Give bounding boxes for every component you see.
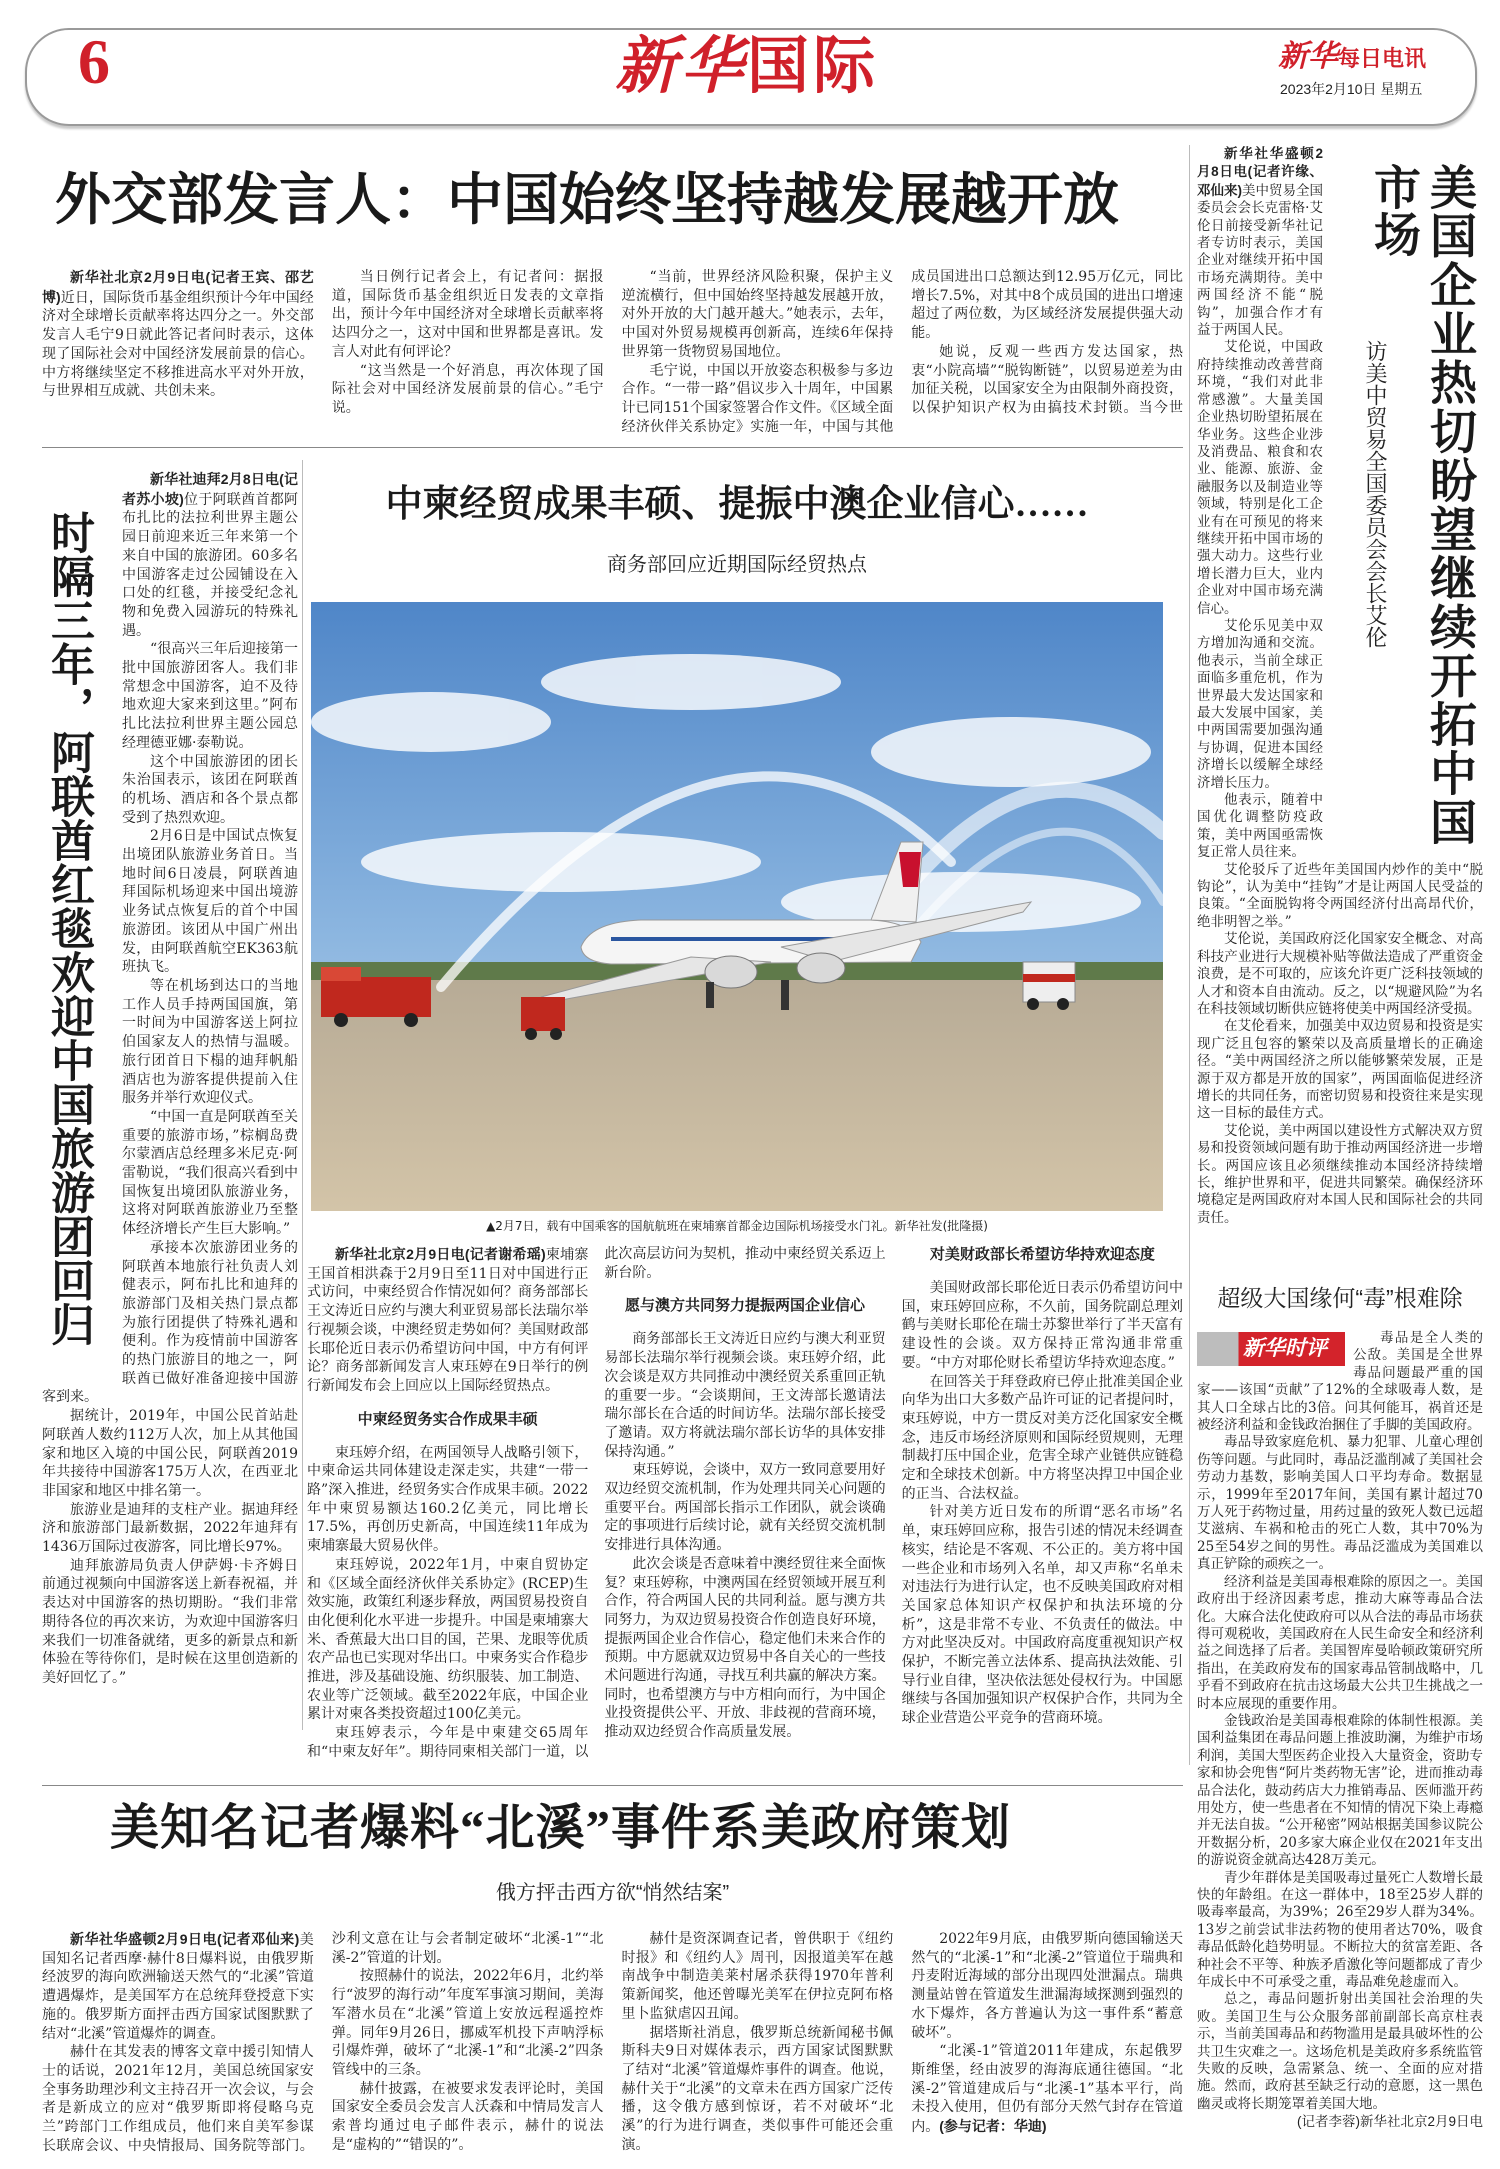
paragraph: [1197, 931, 1483, 1018]
article-headline: 时隔三年，阿联酋红毯欢迎中国旅游团回归: [44, 510, 93, 1346]
paragraph-text: 经济利益是美国毒根难除的原因之一。美国政府出于经济因素考虑，推动大麻等毒品合法化。大麻合法化使政府可以从合法的毒品市场获得可观税收，美国政府在人民生命安全和经济利益之间选择了后者。美国智库曼哈顿政策研究所指出，在美政府发布的国家毒品管制战略中，几乎看不到政府在抗击这场最大公共卫生挑战之一时本应展现的重要作用。: [1197, 1573, 1483, 1712]
paragraph: [42, 1557, 298, 1688]
paragraph-text: 按照赫什的说法，2022年6月，北约举行“波罗的海行动”年度军事演习期间，美海军潜水员在“北溪”管道上安放远程遥控炸弹。同年9月26日，挪威军机投下声呐浮标引爆炸弹，破坏了“北溪-1”和“北溪-2”四条管线中的三条。: [331, 1968, 604, 2078]
article-subheadline: 俄方抨击西方欲“悄然结案”: [495, 1882, 730, 1904]
paragraph-text: 美国知名记者西摩·赫什8日爆料说，由俄罗斯经波罗的海向欧洲输送天然气的“北溪”管道遭遇爆炸，是美国军方在总统拜登授意下实施的。俄罗斯方面抨击西方国家试图默默了结对“北溪”管道爆炸的调查。: [42, 1932, 314, 2042]
article-body: [307, 1245, 1183, 1765]
paragraph-text: “北溪-1”管道2011年建成，东起俄罗斯维堡，经由波罗的海海底通往德国。“北溪-2”管道建成后与“北溪-1”基本平行，尚未投入使用，但仍有部分天然气封存在管道内。: [911, 2043, 1183, 2136]
paragraph: [604, 1461, 885, 1555]
paragraph: [622, 268, 894, 362]
paragraph-text: (记者李蓉)新华社北京2月9日电: [1296, 2114, 1483, 2130]
paragraph: [1197, 1434, 1483, 1573]
paragraph-text: 束珏婷表示，今年是中柬建交65周年和“中柬友好年”。期待同柬相关部门一道，以此次高层访问为契机，推动中柬经贸关系迈上新台阶。: [307, 1246, 886, 1760]
paragraph-text: 赫什披露，在被要求发表评论时，美国国家安全委员会发言人沃森和中情局发言人索普均通过电子邮件表示，赫什的说法是“虚构的”“错误的”。: [331, 2080, 604, 2153]
article-subheadline: 访美中贸易全国委员会会长艾伦: [1363, 340, 1388, 648]
paragraph-text: 赫什在其发表的博客文章中援引知情人士的话说，2021年12月，美国总统国家安全事务助理沙利文主持召开一次会议，与会者是新成立的应对“俄罗斯即将侵略乌克兰”跨部门工作组成员，他们来自美军参谋长联席会议、中央情报局、国务院等部门。沙利文意在让与会者制定破坏“北溪-1”“北溪-2”管道的计划。: [42, 1931, 604, 2154]
paragraph: [1197, 862, 1483, 932]
paragraph: [902, 1503, 1183, 1727]
section-logo: [615, 33, 880, 101]
paragraph: [332, 1967, 604, 2079]
paragraph-text: 当日例行记者会上，有记者问：据报道，国际货币基金组织近日发表的文章指出，预计今年中国经济对全球增长贡献率将达四分之一，这对中国和世界都是喜讯。发言人对此有何评论？: [331, 269, 604, 360]
paragraph-text: 等在机场到达口的当地工作人员手持两国国旗，第一时间为中国游客送上阿拉伯国家友人的热情与温暖。旅行团首日下榻的迪拜帆船酒店也为游客提供提前入住服务并举行欢迎仪式。: [122, 977, 298, 1107]
paragraph-text: 青少年群体是美国吸毒过量死亡人数增长最快的年龄组。在这一群体中，18至25岁人群的吸毒率最高，为39%；26至29岁人群为34%。13岁之前尝试非法药物的使用者达70%，吸食毒品低龄化趋势明显。不断拉大的贫富差距、各种社会不平等、种族矛盾激化等问题都成了青少年成长中不可承受之重，毒品难免趁虚而入。: [1197, 1869, 1483, 1991]
paragraph: [332, 268, 604, 362]
paragraph: [42, 1501, 298, 1557]
paragraph-text: 赫什是资深调查记者，曾供职于《纽约时报》和《纽约人》周刊，因报道美军在越南战争中制造美莱村屠杀获得1970年普利策新闻奖，他还曾曝光美军在伊拉克阿布格里卜监狱虐囚丑闻。: [621, 1931, 894, 2022]
paragraph: [604, 1555, 885, 1742]
paragraph-text: 束珏婷说，会谈中，双方一致同意要用好双边经贸交流机制，作为处理共同关心问题的重要平台。两国部长指示工作团队，就会谈确定的事项进行后续讨论，就有关经贸交流机制安排进行具体沟通。: [604, 1462, 886, 1554]
paragraph-text: 毛宁说，中国以开放姿态积极参与多边合作。“一带一路”倡议步入十周年，中国累计已同151个国家签署合作文件。《区域全面经济伙伴关系协定》实施一年，中国与其他成员国进出口总额达到12.95万亿元，同比增长7.5%，对其中8个成员国的进出口增速超过了两位数，为区域经济发展提供强大动能。: [621, 269, 1183, 435]
article-headline: 美知名记者爆料“北溪”事件系美政府策划: [110, 1800, 1012, 1855]
commentary-body: [1197, 1330, 1483, 2150]
divider: [42, 447, 1183, 448]
paragraph: [332, 2080, 604, 2155]
paragraph-text: 迪拜旅游局负责人伊萨姆·卡齐姆日前通过视频向中国游客送上新春祝福，并表达对中国游客的热切期盼。“我们非常期待各位的再次来访，为欢迎中国游客归来我们一切准备就绪，更多的新景点和新体验在等待你们，是时候在这里创造新的美好回忆了。”: [42, 1557, 298, 1686]
article-headline: 美国企业热切盼望继续开拓中国市场: [1367, 163, 1475, 845]
vertical-headline-box: [1323, 145, 1483, 845]
paragraph-text: 位于阿联酋首都阿布扎比的法拉利世界主题公园日前迎来近三年来第一个来自中国的旅游团。60多名中国游客走过公园铺设在入口处的红毯，并接受纪念礼物和免费入园游玩的特殊礼遇。: [122, 491, 298, 639]
paragraph: [911, 2042, 1183, 2137]
paragraph-text: 这个中国旅游团的团长朱治国表示，该团在阿联酋的机场、酒店和各个景点都受到了热烈欢迎。: [122, 753, 298, 826]
paragraph-text: 艾伦说，美中两国以建设性方式解决双方贸易和投资领域问题有助于推动两国经济进一步增长。两国应该且必须继续推动本国经济持续增长，维护世界和平，促进共同繁荣。确保经济环境稳定是两国政府对本国人民和国际社会的共同责任。: [1197, 1122, 1483, 1226]
section-subhead: [307, 1410, 588, 1430]
article-subheadline: 商务部回应近期国际经贸热点: [607, 554, 867, 576]
paragraph-text: 商务部部长王文涛近日应约与澳大利亚贸易部长法瑞尔举行视频会谈。束珏婷介绍，此次会谈是双方共同推动中澳经贸关系重回正轨的重要一步。“会谈期间，王文涛部长邀请法瑞尔部长在合适的时间访华。法瑞尔部长接受了邀请。双方将就法瑞尔部长访华的具体安排保持沟通。”: [604, 1331, 886, 1460]
divider: [302, 460, 303, 1730]
byline: [1197, 2113, 1483, 2130]
paragraph: [332, 362, 604, 418]
paragraph-text: 对美财政部长希望访华持欢迎态度: [929, 1246, 1155, 1263]
paragraph: [604, 1330, 885, 1461]
column-badge-box: [1197, 1330, 1347, 1382]
paragraph-text: 近日，国际货币基金组织预计今年中国经济对全球增长贡献率将达四分之一。外交部发言人毛宁9日就此答记者问时表示，这体现了国际社会对中国经济发展前景的信心。中方将继续坚定不移推进高水平对外开放，与世界相互成就、共创未来。: [42, 289, 314, 400]
paragraph-text: “这当然是一个好消息，再次体现了国际社会对中国经济发展前景的信心。”毛宁说。: [331, 362, 604, 416]
paragraph-text: 毒品是全人类的公敌。美国是全世界毒品问题最严重的国家——该国“贡献”了12%的全球吸毒人数，是其人口全球占比的3倍。问其何能耳，祸首还是被经济利益和金钱政治捆住了手脚的美国政府。: [1197, 1330, 1483, 1434]
paragraph-text: “中国一直是阿联酋至关重要的旅游市场，”棕榈岛费尔蒙酒店总经理多米尼克·阿雷勒说，“我们很高兴看到中国恢复出境团队旅游业务，这将对阿联酋旅游业乃至整体经济增长产生巨大影响。”: [122, 1108, 298, 1238]
paragraph-text: 束珏婷介绍，在两国领导人战略引领下，中柬命运共同体建设走深走实，共建“一带一路”深入推进，经贸务实合作成果丰硕。2022年中柬贸易额达160.2亿美元，同比增长17.5%，再创历史新高，中国连续11年成为柬埔寨最大贸易伙伴。: [307, 1444, 589, 1555]
section-name: 国际: [747, 33, 880, 101]
divider: [1189, 145, 1190, 1765]
paragraph-text: 承接本次旅游团业务的阿联酋本地旅行社负责人刘健表示，阿布扎比和迪拜的旅游部门及相关热门景点都为旅行团提供了特殊礼遇和便利。作为疫情前中国游客的热门旅游目的地之一，阿联酋已做好准备迎接中国游客到来。: [42, 1239, 298, 1406]
paragraph: [622, 1930, 894, 2024]
paragraph-text: 束珏婷说，2022年1月，中柬自贸协定和《区域全面经济伙伴关系协定》(RCEP)生效实施，政策红利逐步释放，两国贸易投资自由化便利化水平进一步提升。中国是柬埔寨大米、香蕉最大出口目的国，芒果、龙眼等优质农产品也已实现对华出口。中柬务实合作稳步推进，涉及基础设施、纺织服装、加工制造、农业等广泛领域。截至2022年底，中国企业累计对柬各类投资超过100亿美元。: [307, 1556, 589, 1723]
paragraph: [1197, 1991, 1483, 2113]
section-logo-calligraphy: 新华: [615, 33, 748, 101]
paragraph-text: 中柬经贸务实合作成果丰硕: [357, 1410, 538, 1428]
paragraph-text: 柬埔寨王国首相洪森于2月9日至11日对中国进行正式访问，中柬经贸合作情况如何？商务部部长王文涛近日应约与澳大利亚贸易部长法瑞尔举行视频会谈，中澳经贸走势如何？美国财政部长耶伦近日表示仍希望访问中国，中方有何评论？商务部新闻发言人束珏婷在9日举行的例行新闻发布会上回应以上国际经贸热点。: [307, 1247, 589, 1394]
paragraph: [1197, 1574, 1483, 1713]
paragraph-text: 艾伦乐见美中双方增加沟通和交流。他表示，当前全球正面临多重危机，作为世界最大发达国家和最大发展中国家，美中两国需要加强沟通与协调，促进本国经济增长以缓解全球经济增长压力。: [1197, 617, 1323, 791]
paragraph-text: 总之，毒品问题折射出美国社会治理的失败。美国卫生与公众服务部前副部长高京柱表示，当前美国毒品和药物滥用是最具破坏性的公共卫生灾难之一。这场危机是美政府多系统监管失败的反映，急需紧急、统一、全面的应对措施。然而，政府甚至缺乏行动的意愿，这一黑色幽灵或将长期笼罩着美国大地。: [1197, 1991, 1483, 2112]
news-photo: [311, 602, 1163, 1211]
paragraph-text: 艾伦说，中国政府持续推动改善营商环境，“我们对此非常感激”。大量美国企业热切盼望拓展在华业务。这些企业涉及消费品、粮食和农业、能源、旅游、金融服务以及制造业等领域，特别是化工企业有在可预见的将来继续开拓中国市场的强大动力。这些行业增长潜力巨大，业内企业对中国市场充满信心。: [1197, 339, 1323, 617]
paragraph-text: “当前，世界经济风险积聚，保护主义逆流横行，但中国始终坚持越发展越开放，对外开放的大门越开越大。”她表示，去年，中国对外贸易规模再创新高，连续6年保持世界第一货物贸易国地位。: [621, 269, 894, 360]
paragraph-text: 2月6日是中国试点恢复出境团队旅游业务首日。当地时间6日凌晨，阿联酋迪拜国际机场迎来中国出境游业务试点恢复后的首个中国旅游团。该团从中国广州出发，由阿联酋航空EK363航班执飞。: [122, 828, 298, 976]
paragraph: [307, 1556, 588, 1724]
paragraph-text: 美中贸易全国委员会会长克雷格·艾伦日前接受新华社记者专访时表示，美国企业对继续开拓中国市场充满期待。美中两国经济不能“脱钩”，加强合作才有益于两国人民。: [1197, 182, 1323, 339]
paragraph-text: 此次会谈是否意味着中澳经贸往来全面恢复？束珏婷称，中澳两国在经贸领域开展互利合作，符合两国人民的共同利益。愿与澳方共同努力，为双边贸易投资合作创造良好环境，提振两国企业合作信心，稳定他们未来合作的预期。中方愿就双边贸易中各自关心的一些技术问题进行沟通，寻找互利共赢的解决方案。同时，也希望澳方与中方相向而行，为中国企业投资提供公平、开放、非歧视的营商环境，推动双边经贸合作高质量发展。: [604, 1555, 886, 1741]
article-body: [42, 268, 1183, 438]
vertical-headline-box: [42, 470, 122, 1370]
issue-date: 2023年2月10日 星期五: [1280, 81, 1423, 97]
paragraph: [307, 1245, 588, 1396]
paragraph: [1197, 1018, 1483, 1122]
paragraph-text: 在回答关于拜登政府已停止批准美国企业向华为出口大多数产品许可证的记者提问时，束珏婷说，中方一贯反对美方泛化国家安全概念，违反市场经济原则和国际经贸规则，无理制裁打压中国企业，危害全球产业链供应链稳定和全球技术创新。中方将坚决捍卫中国企业的正当、合法权益。: [901, 1373, 1183, 1502]
article-body: [42, 470, 298, 1725]
dateline: 新华社华盛顿2月9日电(记者邓仙来): [70, 1931, 300, 1947]
paragraph: [1197, 1713, 1483, 1870]
paragraph-text: 毒品导致家庭危机、暴力犯罪、儿童心理创伤等问题。与此同时，毒品泛滥削减了美国社会劳动力基数，影响美国人口平均寿命。数据显示，1999年至2017年间，美国有累计超过70万人死于药物过量，用药过量的致死人数已远超艾滋病、车祸和枪击的死亡人数，其中70%为25至54岁之间的男性。毒品泛滥成为美国难以真正铲除的顽疾之一。: [1197, 1434, 1483, 1573]
paragraph: [1197, 1870, 1483, 1992]
column-badge: 新华时评: [1243, 1337, 1327, 1360]
paper-name: 每日电讯: [1338, 46, 1427, 71]
article-body: [42, 1930, 1183, 2156]
section-subhead: [902, 1245, 1183, 1265]
paragraph-text: “很高兴三年后迎接第一批中国旅游团客人。我们非常想念中国游客，迫不及待地欢迎大家来到这里。”阿布扎比法拉利世界主题公园总经理德亚娜·泰勒说。: [122, 641, 298, 751]
paragraph-text: 艾伦驳斥了近些年美国国内炒作的美中“脱钩论”，认为美中“挂钩”才是让两国人民受益的良策。“全面脱钩将令两国经济付出高昂代价，绝非明智之举。”: [1197, 861, 1483, 930]
paragraph-text: 在艾伦看来，加强美中双边贸易和投资是实现广泛且包容的繁荣以及高质量增长的正确途径。“美中两国经济之所以能够繁荣发展，正是源于双方都是开放的国家”，两国面临促进经济增长的共同任务，而密切贸易和投资往来是实现这一目标的最佳方式。: [1197, 1018, 1483, 1122]
article-headline: 中柬经贸成果丰硕、提振中澳企业信心……: [385, 484, 1089, 525]
divider: [42, 1785, 1183, 1786]
page-number: 6: [78, 26, 110, 97]
paper-logo: [1278, 42, 1426, 72]
paragraph-text: 旅游业是迪拜的支柱产业。据迪拜经济和旅游部门最新数据，2022年迪拜有1436万国际过夜游客，同比增长97%。: [42, 1501, 298, 1556]
paragraph: [42, 1407, 298, 1501]
paragraph-text: 2022年9月底，由俄罗斯向德国输送天然气的“北溪-1”和“北溪-2”管道位于瑞典和丹麦附近海域的部分出现四处泄漏点。瑞典测量站曾在管道发生泄漏海域探测到强烈的水下爆炸，各方普遍认为这一事件系“蓄意破坏”。: [911, 1931, 1183, 2041]
paragraph-text: 美国财政部长耶伦近日表示仍希望访问中国，束珏婷回应称，不久前，国务院副总理刘鹤与美财长耶伦在瑞士苏黎世举行了半天富有建设性的会谈。双方保持正常沟通非常重要。“中方对耶伦财长希望访华持欢迎态度。”: [901, 1280, 1183, 1371]
paragraph: [42, 1930, 314, 2043]
dateline: 新华社北京2月9日电(记者谢希瑶): [335, 1246, 546, 1262]
tarmac: [311, 980, 1163, 1211]
paragraph-text: 据塔斯社消息，俄罗斯总统新闻秘书佩斯科夫9日对媒体表示，西方国家试图默默了结对“北溪”管道爆炸事件的调查。他说，赫什关于“北溪”的文章未在西方国家广泛传播，这令俄方感到惊讶，若不对破坏“北溪”的行为进行调查，类似事件可能还会重演。: [621, 2024, 894, 2153]
paragraph: [911, 1930, 1183, 2042]
paragraph-text: 针对美方近日发布的所谓“恶名市场”名单，束珏婷回应称，报告引述的情况未经调查核实，结论是不客观、不公正的。美方将中国一些企业和市场列入名单，却又声称“名单未对违法行为进行认定，也不反映美国政府对相关国家总体知识产权保护和执法环境的分析”，这是非常不专业、不负责任的做法。中方对此坚决反对。中国政府高度重视知识产权保护，不断完善立法体系、提高执法效能、引导行业自律，坚决依法惩处侵权行为。中国愿继续与各国加强知识产权保护合作，共同为全球企业营造公平竞争的营商环境。: [901, 1504, 1183, 1727]
paragraph-text: 金钱政治是美国毒根难除的体制性根源。美国利益集团在毒品问题上推波助澜，为维护市场利润，美国大型医药企业投入大量资金，资助专家和协会兜售“阿片类药物无害”论，进而推动毒品合法化，鼓动药店大力推销毒品、医师滥开药用处方，使一些患者在不知情的情况下染上毒瘾并无法自拔。“公开秘密”网站根据美国参议院公开数据分析，20多家大麻企业仅在2021年支出的游说资金就高达428万美元。: [1197, 1712, 1483, 1869]
commentary-headline: 超级大国缘何“毒”根难除: [1217, 1285, 1463, 1311]
paragraph: [902, 1373, 1183, 1504]
paragraph: [42, 268, 314, 401]
article-body: [1197, 145, 1483, 1245]
paragraph-text: 愿与澳方共同努力提振两国企业信心: [624, 1297, 865, 1315]
paragraph-text: 艾伦说，美国政府泛化国家安全概念、对高科技产业进行大规模补贴等做法造成了严重资金浪费，是不可取的，应该允许更广泛科技领域的人才和资本自由流动。反之，以“规避风险”为名在科技领域切断供应链将使美中两国经济受损。: [1197, 931, 1483, 1017]
photo-caption: ▲2月7日，载有中国乘客的国航航班在柬埔寨首都金边国际机场接受水门礼。新华社发(批隆摄): [486, 1219, 988, 1233]
section-subhead: [604, 1296, 885, 1316]
paragraph: [307, 1444, 588, 1556]
paragraph-text: 他表示，随着中国优化调整防疫政策，美中两国亟需恢复正常人员往来。: [1197, 792, 1323, 861]
paragraph: [902, 1279, 1183, 1373]
paragraph-text: 据统计，2019年，中国公民首站赴阿联酋人数约112万人次，加上从其他国家和地区入境的中国公民，阿联酋2019年共接待中国游客175万人次，在西亚北非国家和地区中排名第一。: [42, 1408, 298, 1499]
paragraph: [622, 2024, 894, 2155]
dateline: 新华社北京2月9日电(记者王宾、邵艺博): [42, 269, 314, 305]
paragraph-text: 她说，反观一些西方发达国家，热衷“小院高墙”“脱钩断链”，以贸易逆差为由加征关税，以国家安全为由限制外商投资，以保护知识产权为由搞技术封锁。当今世: [911, 343, 1183, 416]
dateline: 新华社华盛顿2月8日电(记者许缘、邓仙来): [1197, 146, 1323, 198]
paragraph: [1197, 1123, 1483, 1227]
dateline: 新华社迪拜2月8日电(记者苏小坡): [122, 471, 298, 507]
article-headline: 外交部发言人：中国始终坚持越发展越开放: [55, 170, 1119, 232]
paper-logo-calligraphy: 新华: [1278, 40, 1338, 73]
pen-nib-logo-icon: [1197, 1332, 1345, 1366]
reporter-credit: (参与记者：华迪): [939, 2118, 1047, 2135]
